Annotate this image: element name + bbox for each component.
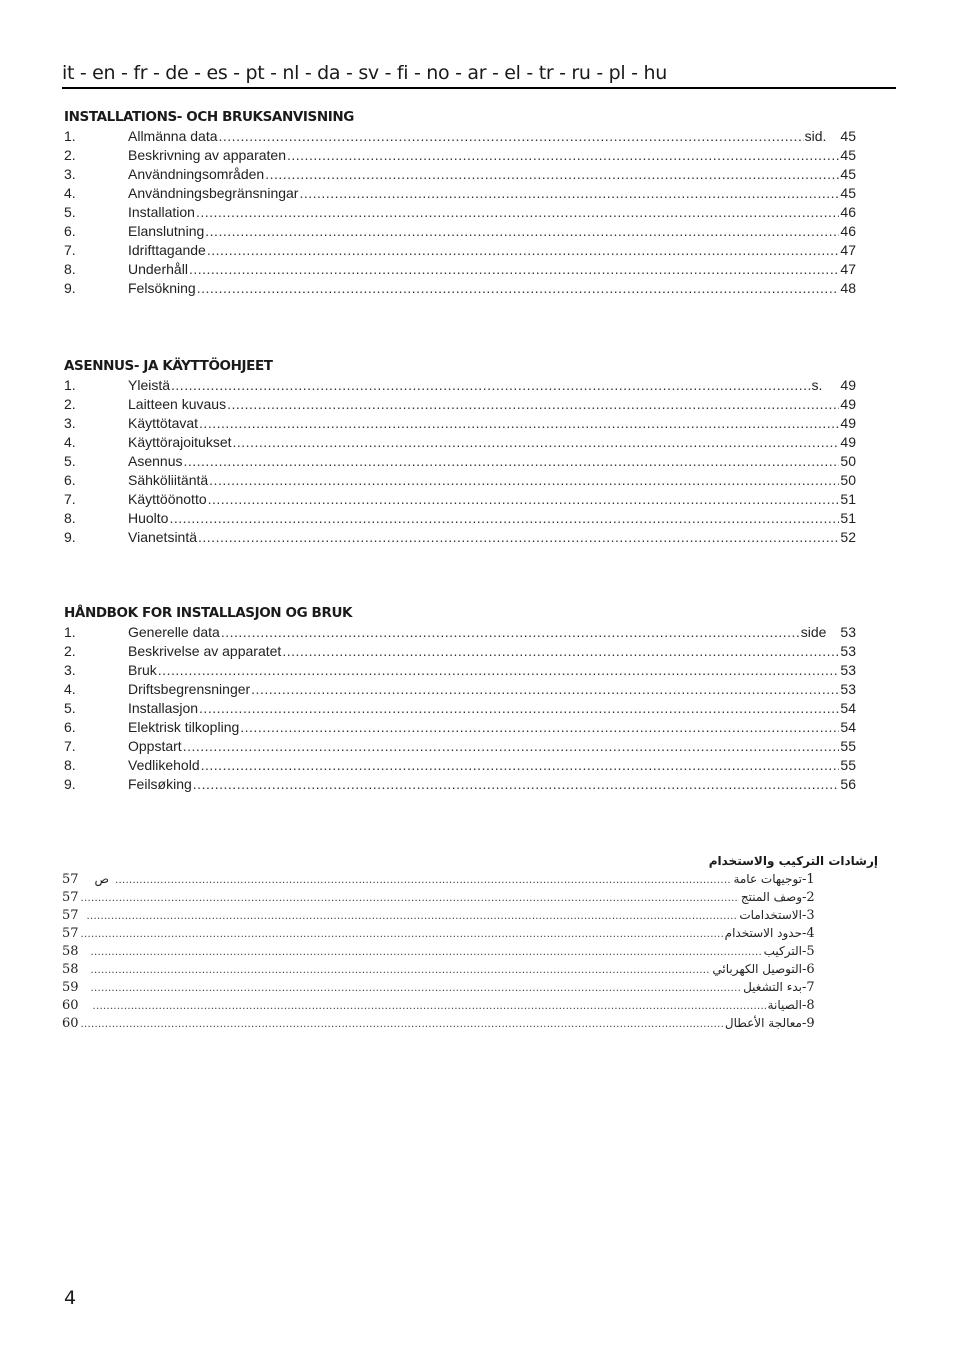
entry-label: توجيهات عامة	[733, 872, 802, 886]
entry-page: 55	[840, 757, 856, 773]
page-prefix: side	[800, 624, 827, 640]
dot-leader	[93, 998, 766, 1016]
toc-entry	[64, 184, 856, 203]
entry-page: 49	[840, 377, 856, 393]
entry-label: وصف المنتج	[740, 890, 802, 904]
entry-page: 58	[62, 944, 79, 959]
entry-page: 57	[62, 890, 79, 905]
section-title: ASENNUS- JA KÄYTTÖOHJEET	[64, 358, 273, 374]
entry-page: 56	[840, 776, 856, 792]
toc-entry	[62, 960, 878, 978]
entry-label: التوصيل الكهربائي	[712, 962, 802, 976]
entry-page: 60	[62, 998, 79, 1013]
entry-page: 57	[62, 908, 79, 923]
entry-label: Vedlikehold	[128, 757, 200, 773]
entry-label: Användningsbegränsningar	[128, 185, 299, 201]
dot-leader	[81, 1016, 723, 1034]
entry-number: 2.	[64, 147, 76, 163]
dot-leader	[299, 184, 839, 203]
entry-label: Yleistä	[128, 377, 171, 393]
entry-page: 45	[840, 147, 856, 163]
entry-page: 58	[62, 962, 79, 977]
dot-leader	[87, 908, 738, 926]
dot-leader	[169, 509, 839, 528]
entry-number: 2.	[64, 643, 76, 659]
entry-label: Användningsområden	[128, 166, 265, 182]
entry-number: 9.	[64, 529, 76, 545]
page-number: 4	[64, 1287, 77, 1309]
entry-number: 6.	[64, 223, 76, 239]
dot-leader	[158, 661, 840, 680]
entry-number: 7.	[64, 738, 76, 754]
dot-leader	[227, 395, 839, 414]
entry-number: 5.	[64, 453, 76, 469]
toc-entry	[64, 680, 856, 699]
entry-page: 47	[840, 242, 856, 258]
toc-entry	[64, 433, 856, 452]
entry-page: 46	[840, 223, 856, 239]
entry-number: -9	[802, 1016, 815, 1031]
entry-label: التركيب	[763, 944, 802, 958]
toc-entry	[64, 452, 856, 471]
entry-page: 45	[840, 128, 856, 144]
dot-leader	[183, 452, 839, 471]
toc-entry	[64, 279, 856, 298]
entry-page: 49	[840, 434, 856, 450]
toc-entry	[62, 906, 878, 924]
dot-leader	[209, 471, 839, 490]
toc-entry	[64, 623, 856, 642]
entry-number: -5	[802, 944, 815, 959]
entry-label: Laitteen kuvaus	[128, 396, 227, 412]
entry-page: 45	[840, 185, 856, 201]
dot-leader	[207, 241, 840, 260]
dot-leader	[189, 260, 839, 279]
entry-page: 53	[840, 643, 856, 659]
entry-page: 53	[840, 662, 856, 678]
entry-number: 1.	[64, 377, 76, 393]
entry-page: 51	[840, 491, 856, 507]
entry-label: Elanslutning	[128, 223, 205, 239]
entry-label: Installasjon	[128, 700, 199, 716]
dot-leader	[221, 623, 800, 642]
toc-entry	[64, 661, 856, 680]
entry-page: 47	[840, 261, 856, 277]
entry-number: -7	[802, 980, 815, 995]
toc-entry	[62, 942, 878, 960]
toc-entry	[64, 642, 856, 661]
dot-leader	[233, 433, 840, 452]
entry-number: 5.	[64, 204, 76, 220]
dot-leader	[251, 680, 839, 699]
section-title: إرشادات التركيب والاستخدام	[708, 854, 878, 868]
dot-leader	[91, 944, 762, 962]
section-title: HÅNDBOK FOR INSTALLASJON OG BRUK	[64, 605, 353, 621]
toc-entry	[64, 241, 856, 260]
entry-label: Käyttötavat	[128, 415, 199, 431]
entry-number: 4.	[64, 434, 76, 450]
toc-entry	[64, 222, 856, 241]
entry-number: 9.	[64, 776, 76, 792]
toc-entry	[64, 260, 856, 279]
entry-page: 45	[840, 166, 856, 182]
entry-page: 57	[62, 872, 79, 887]
dot-leader	[193, 775, 840, 794]
toc-section-sv	[64, 108, 856, 298]
entry-number: 8.	[64, 757, 76, 773]
entry-label: حدود الاستخدام	[724, 926, 802, 940]
entry-label: Beskrivelse av apparatet	[128, 643, 282, 659]
toc-entry	[62, 870, 878, 888]
dot-leader	[240, 718, 839, 737]
entry-number: -2	[802, 890, 815, 905]
entry-label: Feilsøking	[128, 776, 192, 792]
entry-page: 59	[62, 980, 79, 995]
toc-entry	[64, 775, 856, 794]
toc-entry	[64, 127, 856, 146]
entry-number: 5.	[64, 700, 76, 716]
dot-leader	[115, 872, 731, 890]
entry-number: 3.	[64, 662, 76, 678]
entry-number: -3	[802, 908, 815, 923]
entry-label: Huolto	[128, 510, 169, 526]
toc-entry	[62, 888, 878, 906]
entry-page: 55	[840, 738, 856, 754]
toc-entry	[64, 165, 856, 184]
toc-entry	[64, 146, 856, 165]
dot-leader	[199, 414, 839, 433]
dot-leader	[201, 756, 840, 775]
entry-label: Beskrivning av apparaten	[128, 147, 286, 163]
entry-label: Sähköliitäntä	[128, 472, 209, 488]
entry-page: 60	[62, 1016, 79, 1031]
dot-leader	[183, 737, 840, 756]
entry-number: 8.	[64, 510, 76, 526]
dot-leader	[81, 890, 739, 908]
dot-leader	[198, 528, 839, 547]
entry-number: 9.	[64, 280, 76, 296]
toc-entry	[64, 414, 856, 433]
entry-label: Underhåll	[128, 261, 188, 277]
entry-page: 53	[840, 681, 856, 697]
entry-number: 2.	[64, 396, 76, 412]
entry-page: 57	[62, 926, 79, 941]
dot-leader	[91, 980, 742, 998]
toc-entry	[64, 376, 856, 395]
dot-leader	[205, 222, 839, 241]
entry-label: Vianetsintä	[128, 529, 198, 545]
entry-label: Felsökning	[128, 280, 196, 296]
toc-entry	[62, 1014, 878, 1032]
dot-leader	[199, 699, 839, 718]
entry-page: 54	[840, 719, 856, 735]
entry-number: 4.	[64, 681, 76, 697]
toc-section-fi	[64, 357, 856, 547]
entry-page: 52	[840, 529, 856, 545]
dot-leader	[171, 376, 811, 395]
entry-number: -4	[802, 926, 815, 941]
toc-entry	[64, 203, 856, 222]
entry-number: -1	[802, 872, 815, 887]
toc-entry	[64, 756, 856, 775]
entry-page: 49	[840, 415, 856, 431]
toc-entry	[64, 490, 856, 509]
entry-number: 3.	[64, 415, 76, 431]
entry-number: 3.	[64, 166, 76, 182]
entry-label: Bruk	[128, 662, 157, 678]
entry-label: Käyttöönotto	[128, 491, 207, 507]
entry-page: 50	[840, 472, 856, 488]
dot-leader	[219, 127, 804, 146]
toc-entry	[64, 737, 856, 756]
dot-leader	[208, 490, 840, 509]
entry-number: 7.	[64, 491, 76, 507]
entry-label: Driftsbegrensninger	[128, 681, 251, 697]
language-codes-header: it - en - fr - de - es - pt - nl - da - sv - fi - no - ar - el - tr - ru - pl - hu	[62, 60, 896, 89]
toc-entry	[64, 471, 856, 490]
dot-leader	[91, 962, 711, 980]
dot-leader	[196, 203, 839, 222]
page-prefix: ص	[94, 872, 110, 886]
entry-page: 46	[840, 204, 856, 220]
toc-entry	[62, 996, 878, 1014]
entry-label: الصيانة	[767, 998, 802, 1012]
entry-label: الاستخدامات	[739, 908, 802, 922]
entry-page: 50	[840, 453, 856, 469]
entry-page: 54	[840, 700, 856, 716]
dot-leader	[197, 279, 840, 298]
toc-entry	[64, 528, 856, 547]
entry-number: 4.	[64, 185, 76, 201]
entry-page: 53	[840, 624, 856, 640]
entry-label: Elektrisk tilkopling	[128, 719, 240, 735]
entry-page: 49	[840, 396, 856, 412]
entry-number: 1.	[64, 128, 76, 144]
entry-label: بدء التشغيل	[743, 980, 802, 994]
toc-entry	[64, 395, 856, 414]
entry-label: Asennus	[128, 453, 183, 469]
entry-label: Installation	[128, 204, 195, 220]
section-title: INSTALLATIONS- OCH BRUKSANVISNING	[64, 109, 354, 125]
dot-leader	[265, 165, 839, 184]
entry-label: Käyttörajoitukset	[128, 434, 232, 450]
toc-section-no	[64, 604, 856, 794]
entry-label: Generelle data	[128, 624, 220, 640]
entry-number: -6	[802, 962, 815, 977]
toc-entry	[64, 699, 856, 718]
entry-number: 6.	[64, 472, 76, 488]
entry-label: Idrifttagande	[128, 242, 206, 258]
page-prefix: sid.	[804, 128, 827, 144]
entry-page: 48	[840, 280, 856, 296]
entry-label: Allmänna data	[128, 128, 218, 144]
entry-label: معالجة الأعطال	[724, 1016, 802, 1030]
entry-number: 6.	[64, 719, 76, 735]
page-prefix: s.	[811, 377, 823, 393]
entry-number: 8.	[64, 261, 76, 277]
entry-number: 1.	[64, 624, 76, 640]
toc-entry	[62, 978, 878, 996]
entry-label: Oppstart	[128, 738, 182, 754]
toc-entry	[64, 718, 856, 737]
dot-leader	[81, 926, 723, 944]
entry-number: 7.	[64, 242, 76, 258]
dot-leader	[287, 146, 839, 165]
entry-number: -8	[802, 998, 815, 1013]
dot-leader	[282, 642, 839, 661]
entry-page: 51	[840, 510, 856, 526]
toc-entry	[64, 509, 856, 528]
toc-section-ar	[62, 852, 878, 1032]
toc-entry	[62, 924, 878, 942]
